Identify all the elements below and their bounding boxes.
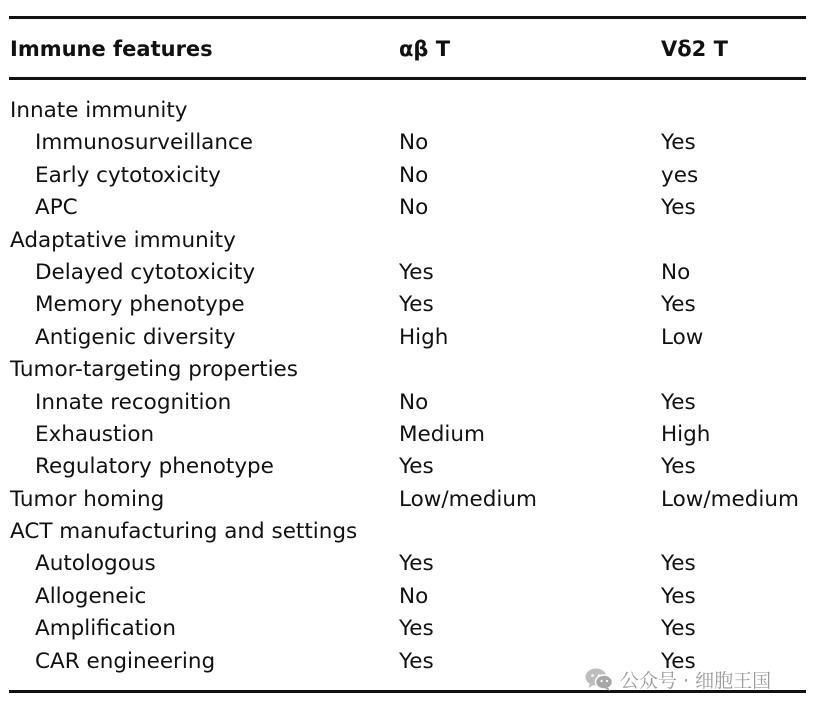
feature-cell: Immunosurveillance [35,130,254,156]
alpha-beta-cell: Yes [399,551,434,577]
feature-cell: Tumor homing [10,486,165,512]
alpha-beta-cell: Yes [399,454,434,480]
vd2-cell: Yes [661,292,696,318]
table-section-row [0,354,828,386]
feature-cell: Amplification [35,616,176,642]
feature-cell: Innate recognition [35,389,232,415]
table-section-row [0,225,828,257]
watermark-text: 公众号 · 细胞王国 [620,669,772,692]
table-section-row [0,484,828,516]
alpha-beta-cell: No [399,195,429,221]
header-vd2-t: Vδ2 T [661,37,728,61]
header-immune-features: Immune features [10,37,213,61]
alpha-beta-cell: High [399,324,449,350]
feature-cell: Allogeneic [35,583,147,609]
vd2-cell: Yes [661,130,696,156]
vd2-cell: yes [661,162,699,188]
table-section-row [0,95,828,127]
alpha-beta-cell: No [399,130,429,156]
wechat-icon [584,666,614,692]
alpha-beta-cell: Yes [399,292,434,318]
feature-cell: Antigenic diversity [35,324,236,350]
table-body [0,95,828,678]
vd2-cell: Yes [661,551,696,577]
vd2-cell: No [661,259,691,285]
feature-cell: Early cytotoxicity [35,162,221,188]
feature-cell: Exhaustion [35,421,155,447]
table-section-row [0,516,828,548]
table-row [0,127,828,159]
table-row [0,322,828,354]
feature-cell: Regulatory phenotype [35,454,274,480]
table-row [0,289,828,321]
table-row [0,160,828,192]
feature-cell: Tumor-targeting properties [10,357,298,383]
alpha-beta-cell: Yes [399,259,434,285]
table-row [0,548,828,580]
alpha-beta-cell: Low/medium [399,486,537,512]
vd2-cell: Yes [661,389,696,415]
feature-cell: Autologous [35,551,156,577]
alpha-beta-cell: Yes [399,616,434,642]
vd2-cell: Yes [661,454,696,480]
feature-cell: ACT manufacturing and settings [10,519,358,545]
table-header-rule [9,77,806,80]
vd2-cell: Yes [661,648,696,674]
feature-cell: Adaptative immunity [10,227,236,253]
vd2-cell: Yes [661,616,696,642]
alpha-beta-cell: Yes [399,648,434,674]
header-alpha-beta-t: αβ T [399,37,451,61]
feature-cell: Innate immunity [10,98,188,123]
table-row [0,613,828,645]
table-row [0,387,828,419]
alpha-beta-cell: Medium [399,421,485,447]
feature-cell: Memory phenotype [35,292,245,318]
vd2-cell: Yes [661,583,696,609]
table-row [0,257,828,289]
alpha-beta-cell: No [399,162,429,188]
vd2-cell: High [661,421,711,447]
alpha-beta-cell: No [399,389,429,415]
feature-cell: APC [35,195,78,221]
table-row [0,581,828,613]
feature-cell: CAR engineering [35,648,216,674]
table-row [0,451,828,483]
feature-cell: Delayed cytotoxicity [35,259,256,285]
vd2-cell: Low [661,324,704,350]
table-top-rule [9,16,806,19]
vd2-cell: Low/medium [661,486,799,512]
vd2-cell: Yes [661,195,696,221]
table-row [0,192,828,224]
alpha-beta-cell: No [399,583,429,609]
watermark [584,664,771,694]
table-row [0,419,828,451]
